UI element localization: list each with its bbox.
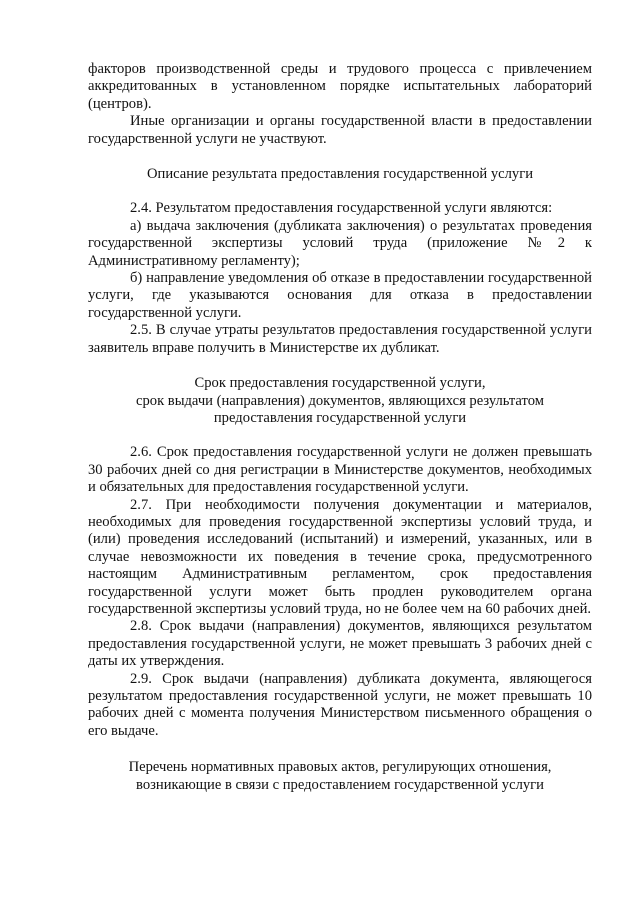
clause-2-6: 2.6. Срок предоставления государственной услуги не должен превышать 30 рабочих дней со дня регистрации в Министерстве документов, необходимых и обязательных для предоставления государственной услуги.	[88, 444, 592, 496]
heading-service-term-line: предоставления государственной услуги	[213, 409, 467, 426]
heading-legal-acts-line: возникающие в связи с предоставлением государственной услуги	[136, 776, 544, 793]
clause-2-7: 2.7. При необходимости получения документации и материалов, необходимых для проведения государственной экспертизы условий труда, и (или) проведения исследований (испытаний) и измерений, указанных, или в случае невозможности их поведения в течение срока, предусмотренного настоящим Административным регламентом, срок предоставления государственной услуги может быть продлен руководителем органа государственной экспертизы условий труда, но не более чем на 60 рабочих дней.	[88, 496, 592, 617]
heading-service-term-line: Срок предоставления государственной услуги,	[194, 375, 486, 392]
heading-legal-acts-line: Перечень нормативных правовых актов, регулирующих отношения,	[128, 759, 552, 776]
clause-2-5: 2.5. В случае утраты результатов предоставления государственной услуги заявитель вправе получить в Министерстве их дубликат.	[88, 322, 592, 356]
heading-service-term-line: срок выдачи (направления) документов, являющихся результатом	[136, 392, 544, 409]
heading-legal-acts	[88, 759, 592, 794]
heading-service-term	[88, 375, 592, 427]
clause-2-9: 2.9. Срок выдачи (направления) дубликата документа, являющегося результатом предоставления государственной услуги, не может превышать 10 рабочих дней с момента получения Министерством письменного обращения о его выдаче.	[88, 670, 592, 739]
clause-2-8: 2.8. Срок выдачи (направления) документов, являющихся результатом предоставления государственной услуги, не может превышать 3 рабочих дней с даты их утверждения.	[88, 618, 592, 670]
clause-2-4-a: а) выдача заключения (дубликата заключения) о результатах проведения государственной экспертизы условий труда (приложение №2 к Административному регламенту);	[88, 217, 592, 269]
paragraph-other-organizations: Иные организации и органы государственной власти в предоставлении государственной услуги не участвуют.	[88, 113, 592, 147]
clause-2-4-b: б) направление уведомления об отказе в предоставлении государственной услуги, где указываются основания для отказа в предоставлении государственной услуги.	[88, 270, 592, 321]
heading-result-description: Описание результата предоставления государственной услуги	[146, 166, 534, 183]
paragraph-continuation: факторов производственной среды и трудового процесса с привлечением аккредитованных в установленном порядке испытательных лабораторий (центров).	[88, 61, 592, 112]
clause-2-4: 2.4. Результатом предоставления государственной услуги являются:	[130, 200, 553, 217]
